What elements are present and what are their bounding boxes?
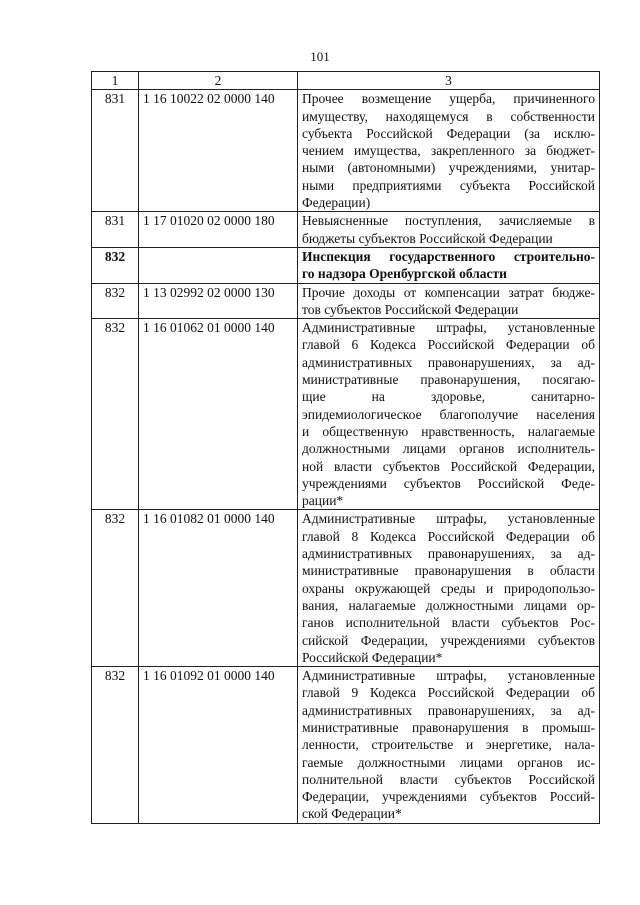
budget-classification-code-cell: 1 17 01020 02 0000 180 bbox=[139, 212, 298, 248]
budget-classification-code-cell: 1 13 02992 02 0000 130 bbox=[139, 283, 298, 319]
revenue-name-cell bbox=[298, 283, 600, 319]
revenue-name-line: тов субъектов Российской Федерации bbox=[302, 301, 519, 317]
revenue-name-cell bbox=[298, 667, 600, 824]
administrator-code-cell: 832 bbox=[92, 283, 139, 319]
table-row bbox=[92, 510, 600, 667]
revenue-name-line: Административные штрафы, установленные bbox=[302, 668, 595, 684]
table-row bbox=[92, 667, 600, 824]
revenue-name-cell bbox=[298, 90, 600, 212]
revenue-name-line: главой 8 Кодекса Российской Федерации об bbox=[302, 528, 595, 544]
administrator-code-cell: 831 bbox=[92, 90, 139, 212]
administrator-code-cell: 832 bbox=[92, 667, 139, 824]
budget-classification-code-cell bbox=[139, 247, 298, 283]
revenue-name-line: Российской Федерации* bbox=[302, 649, 443, 665]
revenue-name-line: Административные штрафы, установленные bbox=[302, 511, 595, 527]
revenue-name-line: министративные правонарушения в области bbox=[302, 563, 595, 579]
table-row bbox=[92, 319, 600, 510]
administrator-code-cell: 831 bbox=[92, 212, 139, 248]
budget-classification-code-cell: 1 16 01062 01 0000 140 bbox=[139, 319, 298, 510]
revenue-name-line: ной власти субъектов Российской Федерации, bbox=[302, 458, 595, 474]
revenue-classification-table bbox=[91, 71, 600, 824]
table-header-row bbox=[92, 72, 600, 90]
administrator-code-cell: 832 bbox=[92, 247, 139, 283]
administrator-code-cell: 832 bbox=[92, 319, 139, 510]
revenue-name-line: учреждениями субъектов Российской Феде- bbox=[302, 475, 595, 491]
column-header-2: 2 bbox=[139, 72, 298, 90]
revenue-name-line: и общественную нравственность, налагаемые bbox=[302, 423, 595, 439]
column-header-3: 3 bbox=[298, 72, 600, 90]
revenue-name-cell bbox=[298, 247, 600, 283]
administrator-code-cell: 832 bbox=[92, 510, 139, 667]
revenue-name-line: министративные правонарушения, посягаю- bbox=[302, 372, 595, 388]
revenue-name-line: ными предприятиями субъекта Российской bbox=[302, 177, 595, 193]
column-header-1: 1 bbox=[92, 72, 139, 90]
revenue-name-line: щие на здоровье, санитарно- bbox=[302, 389, 595, 405]
revenue-name-line: главой 6 Кодекса Российской Федерации об bbox=[302, 337, 595, 353]
revenue-name-line: чением имущества, закрепленного за бюджет- bbox=[302, 143, 595, 159]
revenue-name-line: бюджеты субъектов Российской Федерации bbox=[302, 230, 553, 246]
revenue-name-line: Федерации) bbox=[302, 195, 371, 211]
revenue-name-line: ными (автономными) учреждениями, унитар- bbox=[302, 160, 595, 176]
table-row bbox=[92, 283, 600, 319]
revenue-name-line: главой 9 Кодекса Российской Федерации об bbox=[302, 685, 595, 701]
revenue-name-line: Невыясненные поступления, зачисляемые в bbox=[302, 213, 595, 229]
table-row bbox=[92, 212, 600, 248]
revenue-name-line: субъекта Российской Федерации (за исклю- bbox=[302, 125, 595, 141]
revenue-name-line: Прочие доходы от компенсации затрат бюдже- bbox=[302, 284, 595, 300]
revenue-name-line: охраны окружающей среды и природопользо- bbox=[302, 580, 595, 596]
revenue-name-line: ганов исполнительной власти субъектов Рос- bbox=[302, 615, 595, 631]
revenue-name-line: эпидемиологическое благополучие населения bbox=[302, 406, 595, 422]
revenue-name-line: ской Федерации* bbox=[302, 806, 402, 822]
revenue-name-line: административных правонарушениях, за ад- bbox=[302, 546, 595, 562]
revenue-name-line: административных правонарушениях, за ад- bbox=[302, 702, 595, 718]
revenue-name-line: рации* bbox=[302, 493, 344, 509]
revenue-name-line: гаемые должностными лицами органов ис- bbox=[302, 754, 595, 770]
table-row bbox=[92, 90, 600, 212]
revenue-name-line: Инспекция государственного строительно- bbox=[302, 248, 595, 264]
table-body bbox=[92, 90, 600, 823]
revenue-name-cell bbox=[298, 319, 600, 510]
revenue-name-line: административных правонарушениях, за ад- bbox=[302, 354, 595, 370]
revenue-name-line: имуществу, находящемуся в собственности bbox=[302, 108, 595, 124]
revenue-name-line: ленности, строительстве и энергетике, нала- bbox=[302, 737, 595, 753]
page-number: 101 bbox=[310, 49, 330, 64]
budget-classification-code-cell: 1 16 10022 02 0000 140 bbox=[139, 90, 298, 212]
revenue-name-line: полнительной власти субъектов Российской bbox=[302, 771, 595, 787]
revenue-name-line: сийской Федерации, учреждениями субъектов bbox=[302, 632, 595, 648]
budget-classification-code-cell: 1 16 01092 01 0000 140 bbox=[139, 667, 298, 824]
revenue-name-line: го надзора Оренбургской области bbox=[302, 266, 507, 282]
revenue-name-cell bbox=[298, 212, 600, 248]
revenue-name-cell bbox=[298, 510, 600, 667]
revenue-name-line: Федерации, учреждениями субъектов Россий- bbox=[302, 789, 595, 805]
revenue-name-line: должностными лицами органов исполнитель- bbox=[302, 441, 595, 457]
revenue-name-line: Административные штрафы, установленные bbox=[302, 320, 595, 336]
revenue-name-line: министративные правонарушения в промыш- bbox=[302, 719, 595, 735]
table-row bbox=[92, 247, 600, 283]
revenue-name-line: вания, налагаемые должностными лицами ор- bbox=[302, 597, 595, 613]
revenue-name-line: Прочее возмещение ущерба, причиненного bbox=[302, 91, 595, 107]
budget-classification-code-cell: 1 16 01082 01 0000 140 bbox=[139, 510, 298, 667]
